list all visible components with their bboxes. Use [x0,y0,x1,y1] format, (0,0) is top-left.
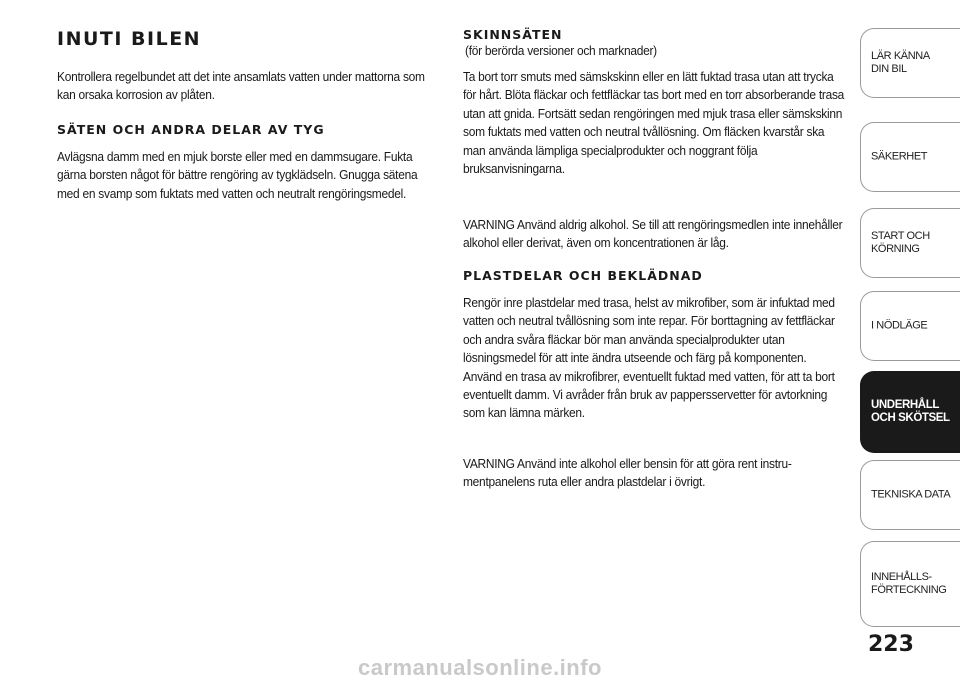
tab-label: I NÖDLÄGE [871,319,928,332]
tab-innehallsforteckning[interactable] [860,541,960,627]
tab-label: TEKNISKA DATA [871,488,951,501]
textiles-paragraph: Avlägsna damm med en mjuk borste eller med en dammsugare. Fukta gärna borsten något för bättre rengöring av tygklädseln. Gnugga sätena med en svamp som fuktats med vatten och neutralt rengöringsmedel. [57,149,418,201]
tab-label: UNDERHÅLL OCH SKÖTSEL [871,399,950,424]
leather-paragraph: Ta bort torr smuts med sämskskinn eller en lätt fuktad trasa utan att trycka för hårt. Blöta fläckar och fettfläckar tas bort med en torr absorberande trasa utan att gnida. Fortsätt sedan rengöringen med mjuk trasa eller sämskskinn som fuktats med vatten och neutral tvållösning. Om fläcken kvarstår ska man använda lämpliga specialprodukter och noggrant följa bruksanvisningarna. [463,69,845,177]
plastic-body [463,294,848,423]
plastic-warning: VARNING Använd inte alkohol eller bensin för att göra rent instrumentpanelens ruta eller andra plastdelar i övrigt. [463,456,792,490]
section-leather [463,27,848,60]
leather-warning: VARNING Använd aldrig alkohol. Se till att rengöringsmedlen inte innehåller alkohol eller derivat, även om koncentrationen är låg. [463,217,843,251]
section-plastic [463,268,848,283]
leather-warning-block [463,216,848,253]
section-heading-textiles: SÄTEN OCH ANDRA DELAR AV TYG [57,122,325,137]
section-heading-leather: SKINNSÄTEN [463,27,563,42]
plastic-warning-block [463,455,848,492]
tab-sakerhet[interactable] [860,122,960,192]
page-title: INUTI BILEN [57,28,202,50]
tab-i-nodlage[interactable] [860,291,960,361]
section-textiles [57,122,437,137]
plastic-paragraph: Rengör inre plastdelar med trasa, helst av mikrofiber, som är infuktad med vatten och neutral tvållösning som inte repar. För borttagning av fettfläckar och andra svåra fläckar bör man använda specialprodukter utan lösningsmedel för att inte ändra utseende och färg på komponenten. Använd en trasa av mikrofibrer, eventuellt fuktad med vatten, för att ta bort eventuellt damm. Vi avråder från bruk av pappersservetter för avtorkning som kan lämna märken. [463,295,835,421]
watermark: carmanualsonline.info [358,655,602,680]
tab-label: LÄR KÄNNA DIN BIL [871,50,930,75]
textiles-body [57,148,437,203]
tab-tekniska-data[interactable] [860,460,960,530]
section-heading-plastic: PLASTDELAR OCH BEKLÄDNAD [463,268,703,283]
intro-block [57,68,437,105]
tab-label: SÄKERHET [871,150,928,163]
tab-start-och-korning[interactable] [860,208,960,278]
tab-label: START OCH KÖRNING [871,230,930,255]
page-number: 223 [868,632,914,657]
leather-subheading: (för berörda versioner och marknader) [465,43,657,58]
tab-label: INNEHÅLLS- FÖRTECKNING [871,571,947,596]
leather-body [463,68,848,178]
intro-paragraph: Kontrollera regelbundet att det inte ansamlats vatten under mattorna som kan orsaka korrosion av plåten. [57,69,425,103]
tab-underhall-och-skotsel[interactable] [860,371,960,453]
tab-lar-kanna-din-bil[interactable] [860,28,960,98]
